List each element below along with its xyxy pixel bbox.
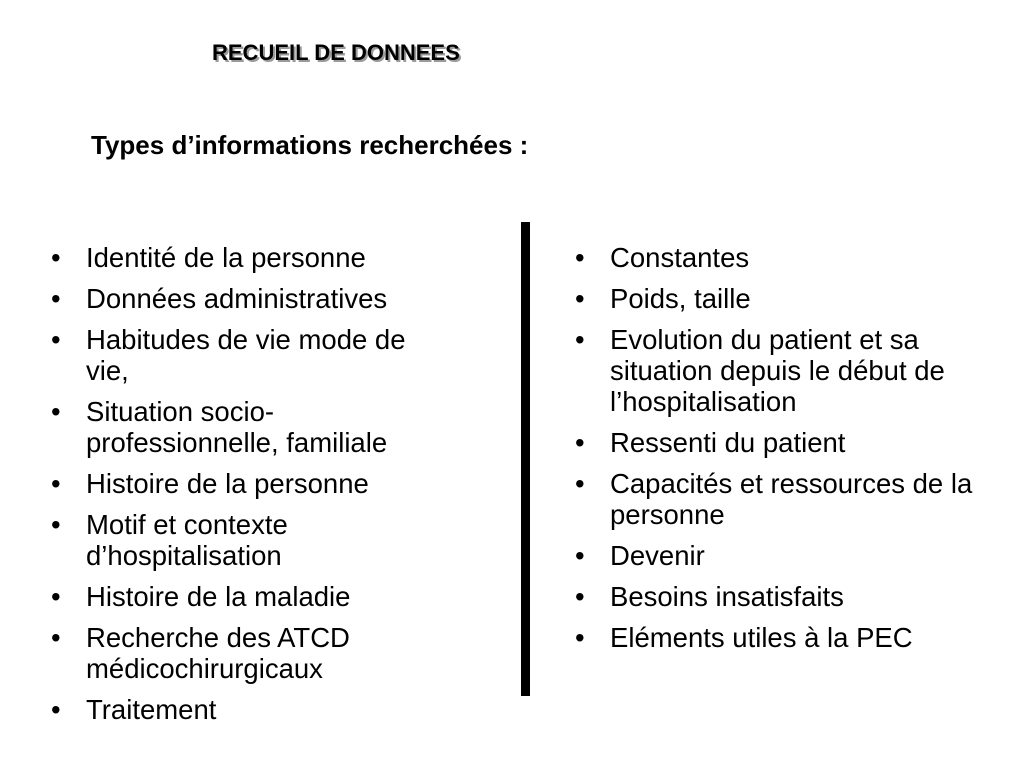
list-item: • Histoire de la personne (45, 468, 485, 499)
list-item: • Motif et contexte d’hospitalisation (45, 509, 386, 571)
list-item: • Situation socio-professionnelle, familiale (45, 396, 466, 458)
list-item: • Capacités et ressources de la personne (569, 468, 1024, 530)
slide-title: RECUEIL DE DONNEES (212, 40, 460, 65)
column-divider (521, 222, 530, 696)
list-item: • Eléments utiles à la PEC (569, 622, 1009, 653)
left-bullet-list (45, 242, 485, 735)
list-item: • Traitement (45, 694, 485, 725)
list-item: • Recherche des ATCD médicochirurgicaux (45, 622, 426, 684)
right-bullet-list (569, 242, 1009, 663)
list-item: • Evolution du patient et sa situation depuis le début de l’hospitalisation (569, 324, 1009, 417)
list-item: • Besoins insatisfaits (569, 581, 1009, 612)
list-item: • Constantes (569, 242, 1009, 273)
list-item: • Ressenti du patient (569, 427, 1009, 458)
list-item: • Habitudes de vie mode de vie, (45, 324, 446, 386)
list-item: • Poids, taille (569, 283, 1009, 314)
list-item: • Identité de la personne (45, 242, 485, 273)
list-item: • Données administratives (45, 283, 485, 314)
list-item: • Histoire de la maladie (45, 581, 485, 612)
list-item: • Devenir (569, 540, 1009, 571)
slide-subtitle: Types d’informations recherchées : (91, 130, 529, 160)
